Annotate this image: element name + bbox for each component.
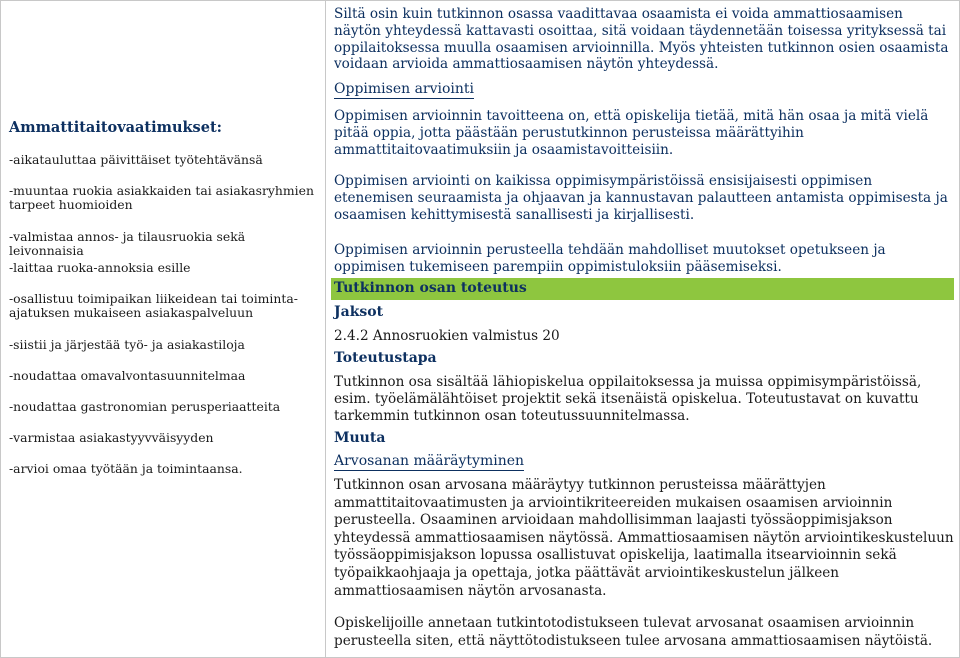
oppimisen-paragraph-2: Oppimisen arviointi on kaikissa oppimisympäristöissä ensisijaisesti oppimisen etenemisen seuraamista ja ohjaavan ja kannustavan palautteen antamista oppimisesta ja osaamisen kehittymisestä sanallisesti ja kirjallisesti. bbox=[334, 173, 948, 223]
jakso-item: 2.4.2 Annosruokien valmistus 20 bbox=[334, 328, 560, 344]
right-column bbox=[326, 1, 959, 657]
requirement-item: -noudattaa omavalvontasuunnitelmaa bbox=[9, 368, 246, 383]
arvosanan-paragraph-1: Tutkinnon osan arvosana määräytyy tutkinnon perusteissa määrättyjen ammattitaitovaatimusten ja arviointikriteereiden mukaisen osaamisen arvioinnin perusteella. Osaaminen arvioidaan mahdollisimman laajasti työssäoppimisjakson yhteydessä ammattiosaamisen näytössä. Ammattiosaamisen näytön arviointikeskusteluun työssäoppimisjakson lopussa osallistuvat opiskelija, laatimalla itsearvioinnin sekä työpaikkaohjaaja ja opettaja, jotka päättävät arviointikeskustelun jälkeen ammattiosaamisen näytön arvosanasta. bbox=[334, 477, 954, 599]
requirement-item: -arvioi omaa työtään ja toimintaansa. bbox=[9, 461, 243, 476]
requirement-item: -muuntaa ruokia asiakkaiden tai asiakasryhmien tarpeet huomioiden bbox=[9, 183, 314, 212]
requirement-item: -laittaa ruoka-annoksia esille bbox=[9, 260, 191, 275]
requirement-item: -valmistaa annos- ja tilausruokia sekä leivonnaisia bbox=[9, 229, 246, 258]
toteutustapa-text: Tutkinnon osa sisältää lähiopiskelua oppilaitoksessa ja muissa oppimisympäristöissä, esim. työelämälähtöiset projektit sekä itsenäistä opiskelua. Toteutustavat on kuvattu tarkemmin tutkinnon osan toteutussuunnitelmassa. bbox=[334, 374, 922, 424]
requirement-item: -siistii ja järjestää työ- ja asiakastiloja bbox=[9, 337, 245, 352]
toteutus-title: Tutkinnon osan toteutus bbox=[334, 280, 527, 296]
jaksot-title: Jaksot bbox=[334, 304, 384, 320]
oppimisen-paragraph-3: Oppimisen arvioinnin perusteella tehdään mahdolliset muutokset opetukseen ja oppimisen tukemiseen parempiin oppimistuloksiin pääsemiseksi. bbox=[334, 242, 886, 275]
toteutustapa-title: Toteutustapa bbox=[334, 350, 437, 366]
oppimisen-arviointi-title: Oppimisen arviointi bbox=[334, 81, 475, 97]
arvosanan-paragraph-2: Opiskelijoille annetaan tutkintotodistukseen tulevat arvosanat osaamisen arvioinnin perusteella siten, että näyttötodistukseen tulee arvosana ammattiosaamisen näytöistä. bbox=[334, 615, 933, 649]
requirement-item: -osallistuu toimipaikan liikeidean tai toiminta-ajatuksen mukaiseen asiakaspalveluun bbox=[9, 291, 298, 320]
intro-paragraph: Siltä osin kuin tutkinnon osassa vaadittavaa osaamista ei voida ammattiosaamisen näytön yhteydessä kattavasti osoittaa, sitä voidaan täydennetään toisessa yrityksessä tai oppilaitoksessa muulla osaamisen arvioinnilla. Myös yhteisten tutkinnon osien osaamista voidaan arvioida ammattiosaamisen näytön yhteydessä. bbox=[334, 6, 949, 73]
muuta-title: Muuta bbox=[334, 430, 386, 446]
requirement-item: -aikatauluttaa päivittäiset työtehtävänsä bbox=[9, 152, 263, 167]
left-column bbox=[1, 1, 326, 657]
arvosanan-title: Arvosanan määräytyminen bbox=[334, 453, 525, 469]
toteutus-section-bar bbox=[331, 278, 954, 300]
requirement-item: -varmistaa asiakastyyvväisyyden bbox=[9, 430, 214, 445]
requirements-heading: Ammattitaitovaatimukset: bbox=[9, 119, 222, 136]
requirement-item: -noudattaa gastronomian perusperiaatteita bbox=[9, 399, 281, 414]
oppimisen-paragraph-1: Oppimisen arvioinnin tavoitteena on, että opiskelija tietää, mitä hän osaa ja mitä vielä pitää oppia, jotta päästään perustutkinnon perusteissa määrättyihin ammattitaitovaatimuksiin ja osaamistavoitteisiin. bbox=[334, 108, 929, 158]
